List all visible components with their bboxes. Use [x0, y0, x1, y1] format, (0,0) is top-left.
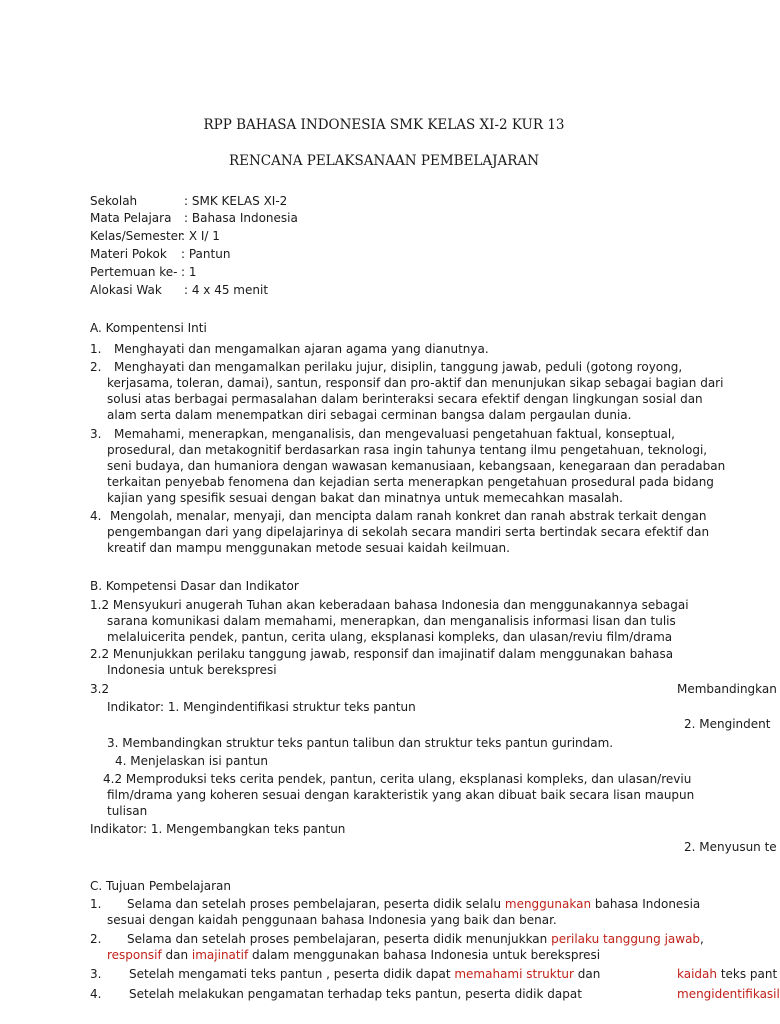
document-title: RPP BAHASA INDONESIA SMK KELAS XI-2 KUR 13	[203, 117, 565, 133]
kd-text: tulisan	[107, 804, 148, 818]
list-item: terkaitan penyebab fenomena dan kejadian serta menerapkan pengetahuan prosedural pada bidang	[107, 475, 714, 489]
list-item: Mengolah, menalar, menyaji, dan mencipta dalam ranah konkret dan ranah abstrak terkait dengan	[110, 509, 707, 523]
list-number: 3.	[90, 427, 102, 441]
kd-text: 4.2 Memproduksi teks cerita pendek, pantun, cerita ulang, eksplanasi kompleks, dan ulasan/reviu	[103, 772, 692, 786]
identity-label: Materi Pokok	[90, 247, 167, 261]
identity-value: : 1	[181, 265, 197, 279]
highlight-text: menggunakan	[504, 897, 592, 911]
highlight-text: perilaku tanggung jawab	[551, 932, 701, 946]
list-item	[677, 966, 777, 982]
list-number: 4.	[90, 509, 102, 523]
text-run: Setelah mengamati teks pantun , peserta didik dapat	[129, 967, 455, 981]
identity-label: Mata Pelajara	[90, 211, 172, 225]
list-item: solusi atas berbagai permasalahan dalam berinteraksi secara efektif dengan lingkungan sosial dan	[107, 392, 703, 406]
list-item	[127, 896, 700, 912]
identity-label: Kelas/Semester	[90, 229, 183, 243]
list-item: sesuai dengan kaidah penggunaan bahasa Indonesia yang baik dan benar.	[107, 913, 557, 927]
kd-number: 3.2	[90, 682, 110, 696]
kd-text: 2.2 Menunjukkan perilaku tanggung jawab, responsif dan imajinatif dalam menggunakan bahasa	[90, 647, 674, 661]
section-b-heading: B. Kompetensi Dasar dan Indikator	[90, 579, 299, 593]
list-item: kajian yang spesifik sesuai dengan bakat dan minatnya untuk memecahkan masalah.	[107, 491, 623, 505]
kd-text: Indonesia untuk berekspresi	[107, 663, 277, 677]
kd-text: sarana komunikasi dalam memahami, menerapkan, dan menganalisis informasi lisan dan tulis	[107, 614, 676, 628]
list-item: seni budaya, dan humaniora dengan wawasan kemanusiaan, kebangsaan, kenegaraan dan peradaban	[107, 459, 726, 473]
indicator-text: Indikator: 1. Mengembangkan teks pantun	[90, 822, 346, 836]
section-a-heading: A. Kompentensi Inti	[90, 321, 207, 335]
list-item: prosedural, dan metakognitif berdasarkan rasa ingin tahunya tentang ilmu pengetahuan, teknologi,	[107, 443, 708, 457]
text-run: ,	[700, 932, 704, 946]
indicator-text: 3. Membandingkan struktur teks pantun talibun dan struktur teks pantun gurindam.	[107, 736, 614, 750]
list-item: pengembangan dari yang dipelajarinya di sekolah secara mandiri serta bertindak secara efektif dan	[107, 525, 710, 539]
list-item	[127, 931, 704, 947]
indicator-text: 2. Menyusun te	[684, 840, 777, 854]
kd-text: 1.2 Mensyukuri anugerah Tuhan akan keberadaan bahasa Indonesia dan menggunakannya sebagai	[90, 598, 689, 612]
list-number: 3.	[90, 967, 102, 981]
list-number: 2.	[90, 360, 102, 374]
kd-text: Membandingkan	[677, 682, 777, 696]
indicator-text: 2. Mengindent	[684, 717, 771, 731]
list-item: kerjasama, toleran, damai), santun, responsif dan pro-aktif dan menunjukan sikap sebagai bagian dari	[107, 376, 724, 390]
highlight-text: mengidentifikasil	[677, 987, 780, 1001]
identity-value: : Pantun	[181, 247, 231, 261]
list-number: 1.	[90, 897, 102, 911]
text-run: dalam menggunakan bahasa Indonesia untuk berekspresi	[248, 948, 601, 962]
identity-label: Pertemuan ke-	[90, 265, 178, 279]
kd-text: melaluicerita pendek, pantun, cerita ulang, eksplanasi kompleks, dan ulasan/reviu film/drama	[107, 630, 673, 644]
identity-value: : X I/ 1	[181, 229, 220, 243]
identity-label: Alokasi Wak	[90, 283, 162, 297]
identity-value: : SMK KELAS XI-2	[184, 194, 288, 208]
list-number: 4.	[90, 987, 102, 1001]
text-run: Selama dan setelah proses pembelajaran, peserta didik selalu	[127, 897, 505, 911]
list-item: Menghayati dan mengamalkan ajaran agama yang dianutnya.	[114, 342, 489, 356]
list-item	[129, 966, 600, 982]
list-item: Menghayati dan mengamalkan perilaku jujur, disiplin, tanggung jawab, peduli (gotong royong,	[114, 360, 683, 374]
text-run: dan	[161, 948, 192, 962]
document-subtitle: RENCANA PELAKSANAAN PEMBELAJARAN	[228, 153, 540, 169]
text-run: bahasa Indonesia	[591, 897, 701, 911]
identity-value: : Bahasa Indonesia	[184, 211, 298, 225]
text-run: Selama dan setelah proses pembelajaran, peserta didik menunjukkan	[127, 932, 552, 946]
text-run: teks pant	[717, 967, 778, 981]
indicator-text: 4. Menjelaskan isi pantun	[115, 754, 268, 768]
identity-value: : 4 x 45 menit	[184, 283, 269, 297]
section-c-heading: C. Tujuan Pembelajaran	[90, 879, 231, 893]
highlight-text: imajinatif	[191, 948, 249, 962]
list-item: Setelah melakukan pengamatan terhadap teks pantun, peserta didik dapat	[129, 987, 582, 1001]
identity-label: Sekolah	[90, 194, 138, 208]
list-item: alam serta dalam menempatkan diri sebagai cerminan bangsa dalam pergaulan dunia.	[107, 408, 632, 422]
list-item: kreatif dan mampu menggunakan metode sesuai kaidah keilmuan.	[107, 541, 510, 555]
list-number: 1.	[90, 342, 102, 356]
highlight-text: responsif	[107, 948, 162, 962]
highlight-text: kaidah	[677, 967, 718, 981]
list-item	[107, 947, 600, 963]
text-run: dan	[573, 967, 601, 981]
highlight-text: memahami struktur	[454, 967, 574, 981]
indicator-text: Indikator: 1. Mengindentifikasi struktur teks pantun	[107, 700, 416, 714]
kd-text: film/drama yang koheren sesuai dengan karakteristik yang akan dibuat baik secara lisan maupun	[107, 788, 695, 802]
list-item: Memahami, menerapkan, menganalisis, dan mengevaluasi pengetahuan faktual, konseptual,	[114, 427, 675, 441]
list-number: 2.	[90, 932, 102, 946]
